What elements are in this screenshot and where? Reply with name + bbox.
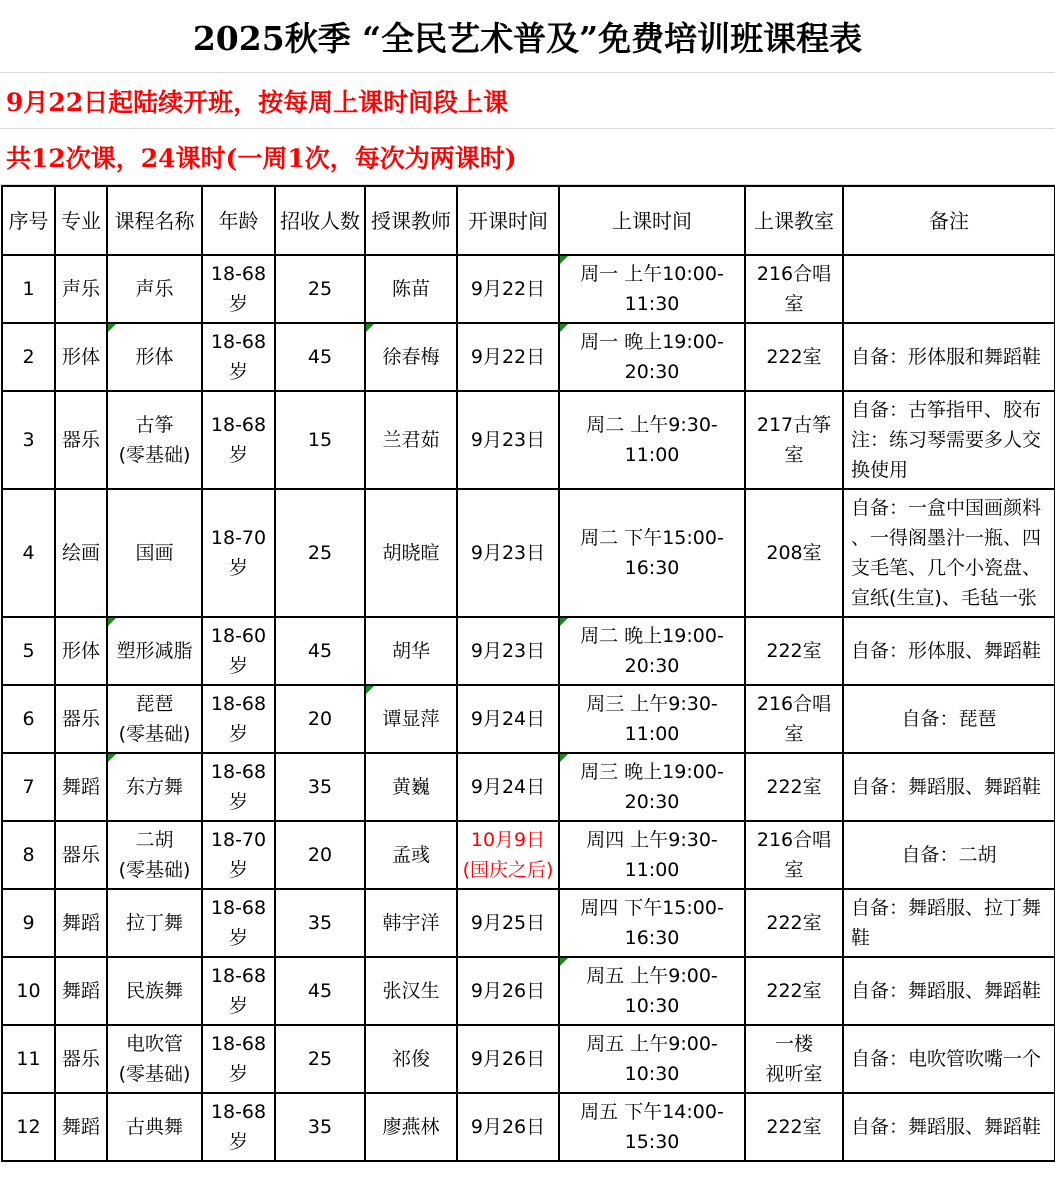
cell-major: 器乐 xyxy=(55,821,107,889)
cell-major: 绘画 xyxy=(55,489,107,617)
cell-teacher: 黄巍 xyxy=(365,753,457,821)
cell-age: 18-68 岁 xyxy=(202,957,275,1025)
cell-major: 舞蹈 xyxy=(55,1093,107,1161)
header-no: 序号 xyxy=(2,186,55,255)
table-row xyxy=(2,753,1055,821)
cell-age: 18-70 岁 xyxy=(202,489,275,617)
cell-count: 45 xyxy=(275,323,365,391)
table-row xyxy=(2,323,1055,391)
cell-start: 9月23日 xyxy=(457,489,559,617)
cell-start: 9月22日 xyxy=(457,323,559,391)
cell-note: 自备：形体服和舞蹈鞋 xyxy=(843,323,1055,391)
cell-note: 自备：一盒中国画颜料 、一得阁墨汁一瓶、四 支毛笔、几个小瓷盘、 宣纸(生宣)、毛毡一张 xyxy=(843,489,1055,617)
cell-count: 25 xyxy=(275,489,365,617)
cell-age: 18-68 岁 xyxy=(202,889,275,957)
cell-note: 自备：电吹管吹嘴一个 xyxy=(843,1025,1055,1093)
cell-course: 琵琶 (零基础) xyxy=(107,685,202,753)
cell-course: 二胡 (零基础) xyxy=(107,821,202,889)
cell-time: 周五 下午14:00- 15:30 xyxy=(559,1093,745,1161)
cell-room: 一楼 视听室 xyxy=(745,1025,843,1093)
cell-start: 9月26日 xyxy=(457,957,559,1025)
cell-start: 9月23日 xyxy=(457,617,559,685)
cell-no: 8 xyxy=(2,821,55,889)
cell-age: 18-70 岁 xyxy=(202,821,275,889)
cell-time: 周三 上午9:30- 11:00 xyxy=(559,685,745,753)
table-row xyxy=(2,255,1055,323)
cell-count: 20 xyxy=(275,821,365,889)
cell-room: 222室 xyxy=(745,323,843,391)
cell-count: 25 xyxy=(275,1025,365,1093)
cell-no: 6 xyxy=(2,685,55,753)
cell-teacher: 谭显萍 xyxy=(365,685,457,753)
cell-room: 216合唱 室 xyxy=(745,821,843,889)
cell-note: 自备：二胡 xyxy=(843,821,1055,889)
cell-teacher: 韩宇洋 xyxy=(365,889,457,957)
cell-note: 自备：琵琶 xyxy=(843,685,1055,753)
cell-teacher: 徐春梅 xyxy=(365,323,457,391)
cell-course: 古筝 (零基础) xyxy=(107,391,202,489)
cell-course: 民族舞 xyxy=(107,957,202,1025)
cell-time: 周二 下午15:00- 16:30 xyxy=(559,489,745,617)
table-row xyxy=(2,821,1055,889)
cell-age: 18-68 岁 xyxy=(202,685,275,753)
cell-start: 9月23日 xyxy=(457,391,559,489)
cell-room: 222室 xyxy=(745,617,843,685)
cell-age: 18-68 岁 xyxy=(202,1025,275,1093)
cell-major: 形体 xyxy=(55,323,107,391)
table-row xyxy=(2,957,1055,1025)
cell-time: 周五 上午9:00- 10:30 xyxy=(559,1025,745,1093)
cell-course: 电吹管 (零基础) xyxy=(107,1025,202,1093)
cell-major: 形体 xyxy=(55,617,107,685)
table-row xyxy=(2,391,1055,489)
cell-major: 器乐 xyxy=(55,685,107,753)
cell-no: 2 xyxy=(2,323,55,391)
cell-count: 45 xyxy=(275,957,365,1025)
cell-time: 周一 上午10:00- 11:30 xyxy=(559,255,745,323)
cell-note: 自备：舞蹈服、舞蹈鞋 xyxy=(843,957,1055,1025)
cell-course: 拉丁舞 xyxy=(107,889,202,957)
cell-count: 35 xyxy=(275,753,365,821)
cell-age: 18-60 岁 xyxy=(202,617,275,685)
cell-no: 4 xyxy=(2,489,55,617)
cell-age: 18-68 岁 xyxy=(202,753,275,821)
cell-teacher: 张汉生 xyxy=(365,957,457,1025)
cell-note: 自备：舞蹈服、舞蹈鞋 xyxy=(843,1093,1055,1161)
cell-course: 古典舞 xyxy=(107,1093,202,1161)
cell-age: 18-68 岁 xyxy=(202,391,275,489)
cell-time: 周一 晚上19:00- 20:30 xyxy=(559,323,745,391)
cell-age: 18-68 岁 xyxy=(202,255,275,323)
cell-age: 18-68 岁 xyxy=(202,1093,275,1161)
cell-room: 216合唱 室 xyxy=(745,685,843,753)
cell-room: 217古筝 室 xyxy=(745,391,843,489)
cell-major: 器乐 xyxy=(55,391,107,489)
cell-start: 9月24日 xyxy=(457,685,559,753)
cell-teacher: 胡华 xyxy=(365,617,457,685)
cell-start: 9月25日 xyxy=(457,889,559,957)
cell-room: 222室 xyxy=(745,753,843,821)
cell-time: 周二 晚上19:00- 20:30 xyxy=(559,617,745,685)
cell-major: 器乐 xyxy=(55,1025,107,1093)
cell-count: 35 xyxy=(275,1093,365,1161)
cell-teacher: 胡晓暄 xyxy=(365,489,457,617)
table-row xyxy=(2,1025,1055,1093)
cell-count: 15 xyxy=(275,391,365,489)
cell-no: 1 xyxy=(2,255,55,323)
table-row xyxy=(2,617,1055,685)
cell-course: 国画 xyxy=(107,489,202,617)
cell-time: 周五 上午9:00- 10:30 xyxy=(559,957,745,1025)
course-table xyxy=(1,185,1055,1162)
header-start: 开课时间 xyxy=(457,186,559,255)
note-lesson-count: 共12次课，24课时(一周1次，每次为两课时) xyxy=(0,129,1055,185)
cell-major: 声乐 xyxy=(55,255,107,323)
page-title: 2025秋季 “全民艺术普及”免费培训班课程表 xyxy=(0,0,1055,73)
cell-course: 东方舞 xyxy=(107,753,202,821)
cell-teacher: 兰君茹 xyxy=(365,391,457,489)
cell-start: 9月26日 xyxy=(457,1093,559,1161)
cell-no: 9 xyxy=(2,889,55,957)
cell-note: 自备：古筝指甲、胶布 注：练习琴需要多人交 换使用 xyxy=(843,391,1055,489)
cell-teacher: 廖燕林 xyxy=(365,1093,457,1161)
cell-no: 11 xyxy=(2,1025,55,1093)
table-row xyxy=(2,685,1055,753)
table-row xyxy=(2,1093,1055,1161)
header-count: 招收人数 xyxy=(275,186,365,255)
cell-teacher: 孟彧 xyxy=(365,821,457,889)
cell-start: 10月9日 (国庆之后) xyxy=(457,821,559,889)
cell-no: 5 xyxy=(2,617,55,685)
cell-note xyxy=(843,255,1055,323)
cell-count: 45 xyxy=(275,617,365,685)
cell-count: 25 xyxy=(275,255,365,323)
cell-major: 舞蹈 xyxy=(55,889,107,957)
cell-time: 周四 上午9:30- 11:00 xyxy=(559,821,745,889)
cell-start: 9月26日 xyxy=(457,1025,559,1093)
header-room: 上课教室 xyxy=(745,186,843,255)
cell-room: 222室 xyxy=(745,889,843,957)
header-teacher: 授课教师 xyxy=(365,186,457,255)
header-major: 专业 xyxy=(55,186,107,255)
cell-note: 自备：形体服、舞蹈鞋 xyxy=(843,617,1055,685)
cell-no: 3 xyxy=(2,391,55,489)
cell-no: 10 xyxy=(2,957,55,1025)
cell-count: 20 xyxy=(275,685,365,753)
cell-major: 舞蹈 xyxy=(55,753,107,821)
cell-room: 222室 xyxy=(745,957,843,1025)
cell-course: 形体 xyxy=(107,323,202,391)
header-time: 上课时间 xyxy=(559,186,745,255)
cell-room: 208室 xyxy=(745,489,843,617)
cell-start: 9月24日 xyxy=(457,753,559,821)
cell-time: 周三 晚上19:00- 20:30 xyxy=(559,753,745,821)
cell-start: 9月22日 xyxy=(457,255,559,323)
cell-course: 塑形减脂 xyxy=(107,617,202,685)
cell-major: 舞蹈 xyxy=(55,957,107,1025)
header-age: 年龄 xyxy=(202,186,275,255)
cell-no: 12 xyxy=(2,1093,55,1161)
table-row xyxy=(2,489,1055,617)
cell-no: 7 xyxy=(2,753,55,821)
cell-time: 周二 上午9:30- 11:00 xyxy=(559,391,745,489)
cell-note: 自备：舞蹈服、拉丁舞 鞋 xyxy=(843,889,1055,957)
note-start-date: 9月22日起陆续开班，按每周上课时间段上课 xyxy=(0,73,1055,129)
cell-room: 216合唱 室 xyxy=(745,255,843,323)
header-course: 课程名称 xyxy=(107,186,202,255)
cell-teacher: 祁俊 xyxy=(365,1025,457,1093)
cell-teacher: 陈苗 xyxy=(365,255,457,323)
table-header-row xyxy=(2,186,1055,255)
cell-room: 222室 xyxy=(745,1093,843,1161)
cell-age: 18-68 岁 xyxy=(202,323,275,391)
table-row xyxy=(2,889,1055,957)
header-note: 备注 xyxy=(843,186,1055,255)
cell-course: 声乐 xyxy=(107,255,202,323)
cell-time: 周四 下午15:00- 16:30 xyxy=(559,889,745,957)
cell-note: 自备：舞蹈服、舞蹈鞋 xyxy=(843,753,1055,821)
cell-count: 35 xyxy=(275,889,365,957)
